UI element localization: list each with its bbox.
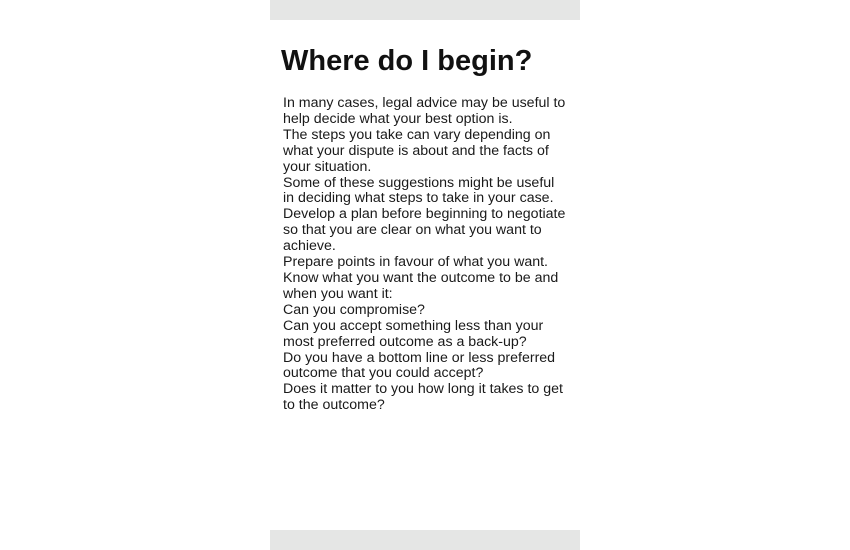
paragraph: Can you compromise? [283, 301, 425, 318]
paragraph: Does it matter to you how long it takes to get to the outcome? [283, 381, 563, 414]
guidance-text [283, 96, 567, 414]
paragraph: Develop a plan before beginning to negotiate so that you are clear on what you want to achieve. [283, 206, 566, 255]
bottom-navigation-bar [270, 530, 580, 550]
paragraph: Can you accept something less than your most preferred outcome as a back-up? [283, 317, 544, 350]
top-status-bar [270, 0, 580, 20]
paragraph: Prepare points in favour of what you want. [283, 254, 548, 271]
paragraph: Know what you want the outcome to be and when you want it: [283, 269, 559, 302]
paragraph: Some of these suggestions might be useful in deciding what steps to take in your case. [283, 174, 555, 207]
page-title: Where do I begin? [281, 45, 533, 77]
phone-screen [270, 0, 580, 550]
paragraph: The steps you take can vary depending on what your dispute is about and the facts of your situation. [283, 126, 551, 175]
paragraph: Do you have a bottom line or less preferred outcome that you could accept? [283, 349, 556, 382]
paragraph: In many cases, legal advice may be useful to help decide what your best option is. [283, 95, 566, 127]
